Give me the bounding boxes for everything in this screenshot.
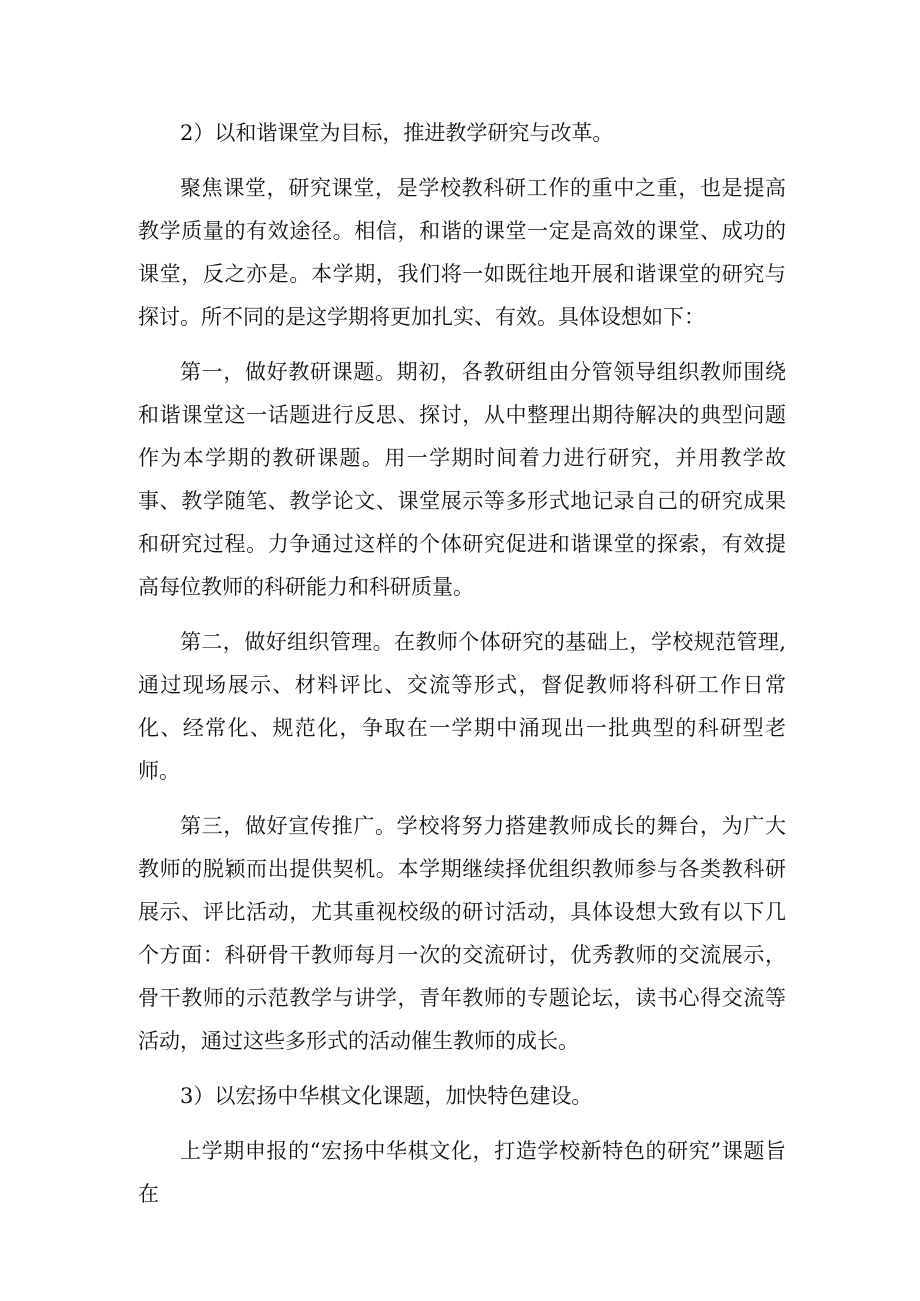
paragraph-third-promotion: 第三，做好宣传推广。学校将努力搭建教师成长的舞台，为广大教师的脱颖而出提供契机。本学期继续择优组织教师参与各类教科研展示、评比活动，尤其重视校级的研讨活动，具体设想大致有以下几个方面：科研骨干教师每月一次的交流研讨，优秀教师的交流展示，骨干教师的示范教学与讲学，青年教师的专题论坛，读书心得交流等活动，通过这些多形式的活动催生教师的成长。 [138, 814, 786, 1053]
paragraph-heading-2: 2）以和谐课堂为目标，推进教学研究与改革。 [180, 121, 614, 145]
paragraph-chess-culture: 上学期申报的“宏扬中华棋文化，打造学校新特色的研究”课题旨在 [138, 1139, 786, 1206]
document-body [138, 112, 786, 1228]
paragraph-second-management: 第二，做好组织管理。在教师个体研究的基础上，学校规范管理,通过现场展示、材料评比、交流等形式，督促教师将科研工作日常化、经常化、规范化，争取在一学期中涌现出一批典型的科研型老师。 [138, 630, 786, 783]
paragraph-heading-3: 3）以宏扬中华棋文化课题，加快特色建设。 [180, 1084, 593, 1108]
paragraph-focus-classroom: 聚焦课堂，研究课堂，是学校教科研工作的重中之重，也是提高教学质量的有效途径。相信，和谐的课堂一定是高效的课堂、成功的课堂，反之亦是。本学期，我们将一如既往地开展和谐课堂的研究与探讨。所不同的是这学期将更加扎实、有效。具体设想如下： [138, 176, 786, 329]
paragraph-first-research-topic: 第一，做好教研课题。期初，各教研组由分管领导组织教师围绕和谐课堂这一话题进行反思、探讨，从中整理出期待解决的典型问题作为本学期的教研课题。用一学期时间着力进行研究，并用教学故事、教学随笔、教学论文、课堂展示等多形式地记录自己的研究成果和研究过程。力争通过这样的个体研究促进和谐课堂的探索，有效提高每位教师的科研能力和科研质量。 [138, 360, 786, 599]
